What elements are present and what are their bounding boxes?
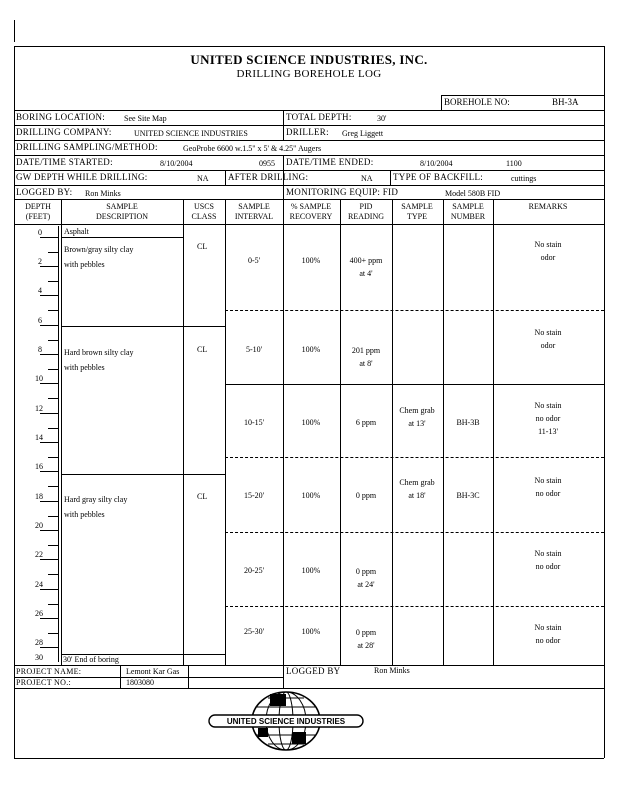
row-divider-c [225, 170, 226, 185]
row-line-7 [14, 199, 604, 200]
company-logo [206, 688, 366, 752]
tick-18 [40, 501, 58, 502]
sample-type-3: Chem grab at 13' [399, 406, 435, 428]
after-drilling-value: NA [361, 174, 373, 183]
monitoring-label: MONITORING EQUIP: FID [286, 187, 399, 197]
borehole-box-top [441, 95, 604, 96]
layer-desc-2: Hard brown silty clay with pebbles [64, 348, 134, 372]
monitoring-model: Model 580B FID [445, 189, 501, 198]
backfill-label: TYPE OF BACKFILL: [393, 172, 484, 182]
interval-sep-5 [225, 606, 604, 607]
tick-24 [40, 589, 58, 590]
tick-23 [48, 574, 58, 575]
row-line-6 [14, 185, 604, 186]
sample-pid-3: 6 ppm [355, 418, 377, 427]
project-name-label: PROJECT NAME: [16, 667, 82, 676]
sample-pid-2: 201 ppm at 8' [351, 346, 381, 368]
sample-pid-4: 0 ppm [355, 491, 377, 500]
project-no-value: 1803080 [126, 678, 154, 687]
footer-logged-by-value: Ron Minks [374, 666, 410, 675]
sample-remarks-5: No stain no odor [534, 549, 562, 571]
footer-divider [283, 665, 284, 688]
ended-time: 1100 [506, 159, 522, 168]
ended-date: 8/10/2004 [420, 159, 453, 168]
tick-27 [48, 633, 58, 634]
depth-tick-20: 20 [35, 521, 43, 530]
depth-tick-28: 28 [35, 638, 43, 647]
company-title: UNITED SCIENCE INDUSTRIES, INC. [190, 52, 428, 67]
depth-tick-10: 10 [35, 374, 43, 383]
tick-17 [48, 486, 58, 487]
sample-recovery-4: 100% [301, 491, 321, 500]
col-line-1 [61, 199, 62, 665]
row-divider-a [283, 110, 284, 140]
tick-4 [40, 295, 58, 296]
layer-uscs-3: CL [197, 492, 208, 501]
driller-value: Greg Liggett [342, 129, 384, 138]
sample-interval-2: 5-10' [245, 345, 263, 354]
col-line-3 [225, 199, 226, 665]
tick-21 [48, 545, 58, 546]
layer-line-asphalt [61, 237, 183, 238]
tick-10 [40, 383, 58, 384]
layer-desc-3: Hard gray silty clay with pebbles [64, 495, 128, 519]
layer-line-1 [61, 326, 225, 327]
tick-9 [48, 369, 58, 370]
tick-19 [48, 516, 58, 517]
tick-16 [40, 471, 58, 472]
sample-number-header: SAMPLE NUMBER [450, 202, 486, 221]
sample-pid-5: 0 ppm at 24' [355, 567, 377, 589]
logged-by-label: LOGGED BY: [16, 187, 73, 197]
row-divider-d [390, 170, 391, 185]
tick-7 [48, 340, 58, 341]
sample-recovery-2: 100% [301, 345, 321, 354]
boring-location-label: BORING LOCATION: [16, 112, 106, 122]
depth-tick-4: 4 [38, 286, 42, 295]
method-label: DRILLING SAMPLING/METHOD: [16, 142, 158, 152]
depth-tick-6: 6 [38, 316, 42, 325]
tick-1 [48, 252, 58, 253]
total-depth-label: TOTAL DEPTH: [286, 112, 352, 122]
document-title: DRILLING BOREHOLE LOG [236, 68, 382, 80]
logged-by-value: Ron Minks [85, 189, 121, 198]
backfill-value: cuttings [511, 174, 537, 183]
sample-interval-1: 0-5' [247, 256, 261, 265]
sample-remarks-6: No stain no odor [534, 623, 562, 645]
method-value: GeoProbe 6600 w.1.5" x 5' & 4.25" Augers [183, 144, 322, 153]
layer-line-2 [61, 474, 225, 475]
layer-desc-1: Brown/gray silty clay with pebbles [64, 245, 134, 269]
tick-13 [48, 428, 58, 429]
tick-2 [40, 266, 58, 267]
sample-type-header: SAMPLE TYPE [401, 202, 433, 221]
tick-14 [40, 442, 58, 443]
sample-remarks-4: No stain no odor [534, 476, 562, 498]
sample-pid-6: 0 ppm at 28' [355, 628, 377, 650]
layer-desc-asphalt: Asphalt [64, 227, 89, 236]
col-line-8 [493, 199, 494, 665]
description-header: SAMPLE DESCRIPTION [95, 202, 149, 221]
sample-interval-3: 10-15' [243, 418, 265, 427]
tick-8 [40, 354, 58, 355]
interval-sep-3 [225, 457, 604, 458]
started-date: 8/10/2004 [160, 159, 193, 168]
after-drilling-label: AFTER DRILLING: [228, 172, 309, 182]
gw-depth-value: NA [197, 174, 209, 183]
boring-location-value: See Site Map [124, 114, 167, 123]
frame-bottom [14, 758, 604, 759]
sample-remarks-3: No stain no odor 11-13' [534, 401, 562, 436]
remarks-header: REMARKS [528, 202, 568, 211]
total-depth-value: 30' [377, 114, 387, 123]
row-line-4 [14, 155, 604, 156]
tick-12 [40, 413, 58, 414]
sample-interval-6: 25-30' [243, 627, 265, 636]
project-name-value: Lemont Kar Gas [126, 667, 180, 676]
sample-remarks-1: No stain odor [534, 240, 562, 262]
tick-26 [40, 618, 58, 619]
recovery-header: % SAMPLE RECOVERY [289, 202, 333, 221]
footer-divider-c [188, 665, 189, 688]
frame-left [14, 46, 15, 758]
sample-pid-1: 400+ ppm at 4' [349, 256, 383, 278]
gw-depth-label: GW DEPTH WHILE DRILLING: [16, 172, 148, 182]
row-line-3 [14, 140, 604, 141]
borehole-number: BH-3A [552, 97, 579, 107]
depth-tick-0: 0 [38, 228, 42, 237]
sample-recovery-6: 100% [301, 627, 321, 636]
tick-3 [48, 281, 58, 282]
col-line-4 [283, 199, 284, 665]
tick-11 [48, 398, 58, 399]
footer-logged-by-label: LOGGED BY [286, 666, 341, 676]
col-line-6 [392, 199, 393, 665]
drilling-company-label: DRILLING COMPANY: [16, 127, 112, 137]
sample-recovery-1: 100% [301, 256, 321, 265]
ended-label: DATE/TIME ENDED: [286, 157, 374, 167]
interval-header: SAMPLE INTERVAL [234, 202, 274, 221]
interval-sep-4 [225, 532, 604, 533]
depth-tick-26: 26 [35, 609, 43, 618]
logo-text: UNITED SCIENCE INDUSTRIES [226, 717, 346, 726]
tick-6 [40, 325, 58, 326]
layer-uscs-1: CL [197, 242, 208, 251]
tick-0 [40, 237, 58, 238]
layer-uscs-2: CL [197, 345, 208, 354]
pid-header: PID READING [348, 202, 384, 221]
interval-sep-2 [225, 384, 604, 385]
project-no-label: PROJECT NO.: [16, 678, 72, 687]
sample-recovery-5: 100% [301, 566, 321, 575]
started-time: 0955 [259, 159, 275, 168]
depth-tick-30: 30 [35, 653, 43, 662]
uscs-header: USCS CLASS [191, 202, 217, 221]
end-of-boring-note: 30' End of boring [63, 655, 119, 664]
sample-type-4: Chem grab at 18' [399, 478, 435, 500]
tick-20 [40, 530, 58, 531]
depth-tick-2: 2 [38, 257, 42, 266]
depth-tick-16: 16 [35, 462, 43, 471]
tick-28 [40, 647, 58, 648]
sample-interval-4: 15-20' [243, 491, 265, 500]
row-line-2 [14, 125, 604, 126]
sample-remarks-2: No stain odor [534, 328, 562, 350]
tick-25 [48, 604, 58, 605]
started-label: DATE/TIME STARTED: [16, 157, 113, 167]
depth-tick-8: 8 [38, 345, 42, 354]
tick-15 [48, 457, 58, 458]
footer-divider-b [120, 665, 121, 688]
interval-sep-1 [225, 310, 604, 311]
depth-tick-18: 18 [35, 492, 43, 501]
depth-tick-14: 14 [35, 433, 43, 442]
driller-label: DRILLER: [286, 127, 329, 137]
scan-mark [14, 20, 15, 42]
borehole-box-left [441, 95, 442, 110]
header-bottom-line [14, 224, 604, 225]
tick-5 [48, 310, 58, 311]
sample-interval-5: 20-25' [243, 566, 265, 575]
frame-right [604, 46, 605, 758]
col-line-7 [443, 199, 444, 665]
borehole-label: BOREHOLE NO: [444, 97, 510, 107]
sample-number-3: BH-3B [456, 418, 480, 427]
col-line-5 [340, 199, 341, 665]
depth-tick-24: 24 [35, 580, 43, 589]
sample-number-4: BH-3C [456, 491, 480, 500]
depth-header: DEPTH (FEET) [25, 202, 51, 221]
col-line-2 [183, 199, 184, 665]
depth-scale-axis [58, 226, 59, 662]
sample-recovery-3: 100% [301, 418, 321, 427]
frame-top [14, 46, 604, 47]
row-line-5 [14, 170, 604, 171]
depth-tick-12: 12 [35, 404, 43, 413]
row-line-1 [14, 110, 604, 111]
tick-22 [40, 559, 58, 560]
drilling-company-value: UNITED SCIENCE INDUSTRIES [134, 129, 248, 138]
depth-tick-22: 22 [35, 550, 43, 559]
